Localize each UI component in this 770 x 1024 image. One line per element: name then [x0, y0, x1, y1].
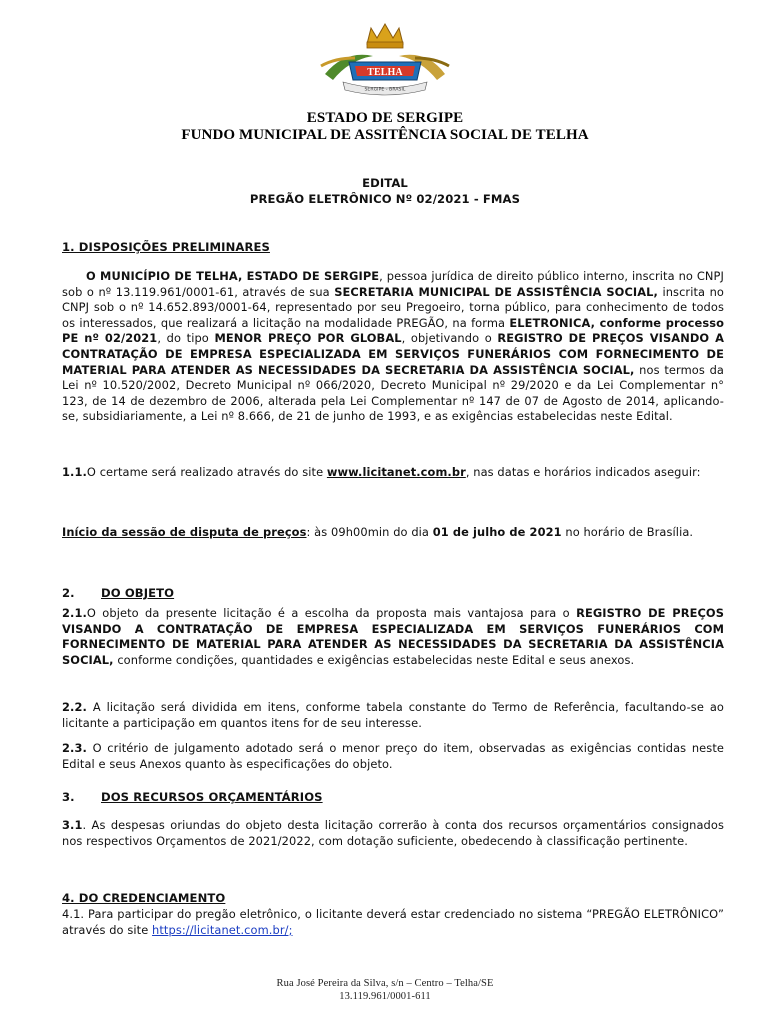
- section-2-heading: DO OBJETO: [101, 586, 175, 600]
- session-start: Início da sessão de disputa de preços: às 09h00min do dia 01 de julho de 2021 no horário de Brasília.: [62, 525, 694, 539]
- footer-cnpj: 13.119.961/0001-611: [339, 991, 431, 1002]
- crown-icon: [367, 24, 403, 48]
- svg-text:TELHA: TELHA: [367, 67, 403, 78]
- paragraph-3-1: 3.1. As despesas oriundas do objeto desta licitação correrão à conta dos recursos orçamentários consignados nos respectivos Orçamentos de 2021/2022, com dotação suficiente, obedecendo à classificação pertinente.: [62, 818, 724, 848]
- municipal-logo: [315, 22, 455, 100]
- secretariat-name: SECRETARIA MUNICIPAL DE ASSISTÊNCIA SOCIAL,: [334, 284, 658, 299]
- paragraph-2-1: 2.1.O objeto da presente licitação é a escolha da proposta mais vantajosa para o REGISTRO DE PREÇOS VISANDO A CONTRATAÇÃO DE EMPRESA ESPECIALIZADA EM SERVIÇOS FUNERÁRIOS COM FORNECIMENTO DE MATERIAL PARA ATENDER AS NECESSIDADES DA SECRETARIA DA ASSISTÊNCIA SOCIAL, conforme condições, quantidades e exigências estabelecidas neste Edital e seus anexos.: [62, 606, 724, 667]
- doc-title-pregao: PREGÃO ELETRÔNICO Nº 02/2021 - FMAS: [249, 192, 521, 206]
- paragraph-2-3: 2.3. O critério de julgamento adotado será o menor preço do item, observadas as exigências contidas neste Edital e seus Anexos quanto às especificações do objeto.: [62, 741, 724, 771]
- session-date: 01 de julho de 2021: [432, 525, 562, 539]
- header-fund: FUNDO MUNICIPAL DE ASSITÊNCIA SOCIAL DE TELHA: [181, 127, 589, 143]
- licitanet-url-link[interactable]: https://licitanet.com.br/;: [152, 922, 293, 937]
- paragraph-2-2: 2.2. A licitação será dividida em itens, conforme tabela constante do Termo de Referência, facultando-se ao licitante a participação em quantos itens for de seu interesse.: [62, 700, 724, 730]
- footer-address: Rua José Pereira da Silva, s/n – Centro – Telha/SE: [276, 978, 494, 989]
- section-1-heading: 1. DISPOSIÇÕES PRELIMINARES: [62, 240, 270, 254]
- paragraph-1-1: 1.1.O certame será realizado através do site www.licitanet.com.br, nas datas e horários indicados aseguir:: [62, 465, 701, 479]
- paragraph-4-1: 4.1. Para participar do pregão eletrônico, o licitante deverá estar credenciado no sistema “PREGÃO ELETRÔNICO” através do site https://licitanet.com.br/;: [62, 907, 724, 937]
- bid-type: MENOR PREÇO POR GLOBAL: [214, 331, 402, 346]
- doc-title-edital: EDITAL: [362, 176, 408, 190]
- section-1-paragraph: O MUNICÍPIO DE TELHA, ESTADO DE SERGIPE, pessoa jurídica de direito público interno, inscrita no CNPJ sob o nº 13.119.961/0001-61, através de sua SECRETARIA MUNICIPAL DE ASSISTÊNCIA SOCIAL, inscrita no CNPJ sob o nº 14.652.893/0001-64, representado por seu Pregoeiro, torna público, para conhecimento de todos os interessados, que realizará a licitação na modalidade PREGÃO, na forma ELETRONICA, conforme processo PE nº 02/2021, do tipo MENOR PREÇO POR GLOBAL, objetivando o REGISTRO DE PREÇOS VISANDO A CONTRATAÇÃO DE EMPRESA ESPECIALIZADA EM SERVIÇOS FUNERÁRIOS COM FORNECIMENTO DE MATERIAL PARA ATENDER AS NECESSIDADES DA SECRETARIA DA ASSISTÊNCIA SOCIAL, nos termos da Lei nº 10.520/2002, Decreto Municipal nº 066/2020, Decreto Municipal nº 29/2020 e da Lei Complementar n° 123, de 14 de dezembro de 2006, alterada pela Lei Complementar nº 147 de 07 de Agosto de 2014, aplicando-se, subsidiariamente, a Lei nº 8.666, de 21 de junho de 1993, e as exigências estabelecidas neste Edital.: [62, 269, 725, 424]
- object-summary: REGISTRO DE PREÇOS VISANDO A CONTRATAÇÃO DE EMPRESA ESPECIALIZADA EM SERVIÇOS FUNERÁRIOS COM FORNECIMENTO DE MATERIAL PARA ATENDER AS NECESSIDADES DA SECRETARIA DA ASSISTÊNCIA SOCIAL,: [62, 331, 725, 377]
- header-state: ESTADO DE SERGIPE: [306, 110, 464, 126]
- session-start-label: Início da sessão de disputa de preços: [62, 525, 307, 539]
- licitanet-link[interactable]: www.licitanet.com.br: [326, 465, 466, 479]
- section-4-heading: 4. DO CREDENCIAMENTO: [62, 891, 226, 905]
- process-number: ELETRONICA, conforme processo PE nº 02/2021: [62, 315, 725, 346]
- section-3-heading: DOS RECURSOS ORÇAMENTÁRIOS: [101, 790, 323, 804]
- municipality-name: O MUNICÍPIO DE TELHA, ESTADO DE SERGIPE: [86, 269, 380, 283]
- svg-text:SERGIPE - BRASIL: SERGIPE - BRASIL: [364, 87, 406, 93]
- section-2-number: 2.: [62, 586, 75, 600]
- section-3-number: 3.: [62, 790, 75, 804]
